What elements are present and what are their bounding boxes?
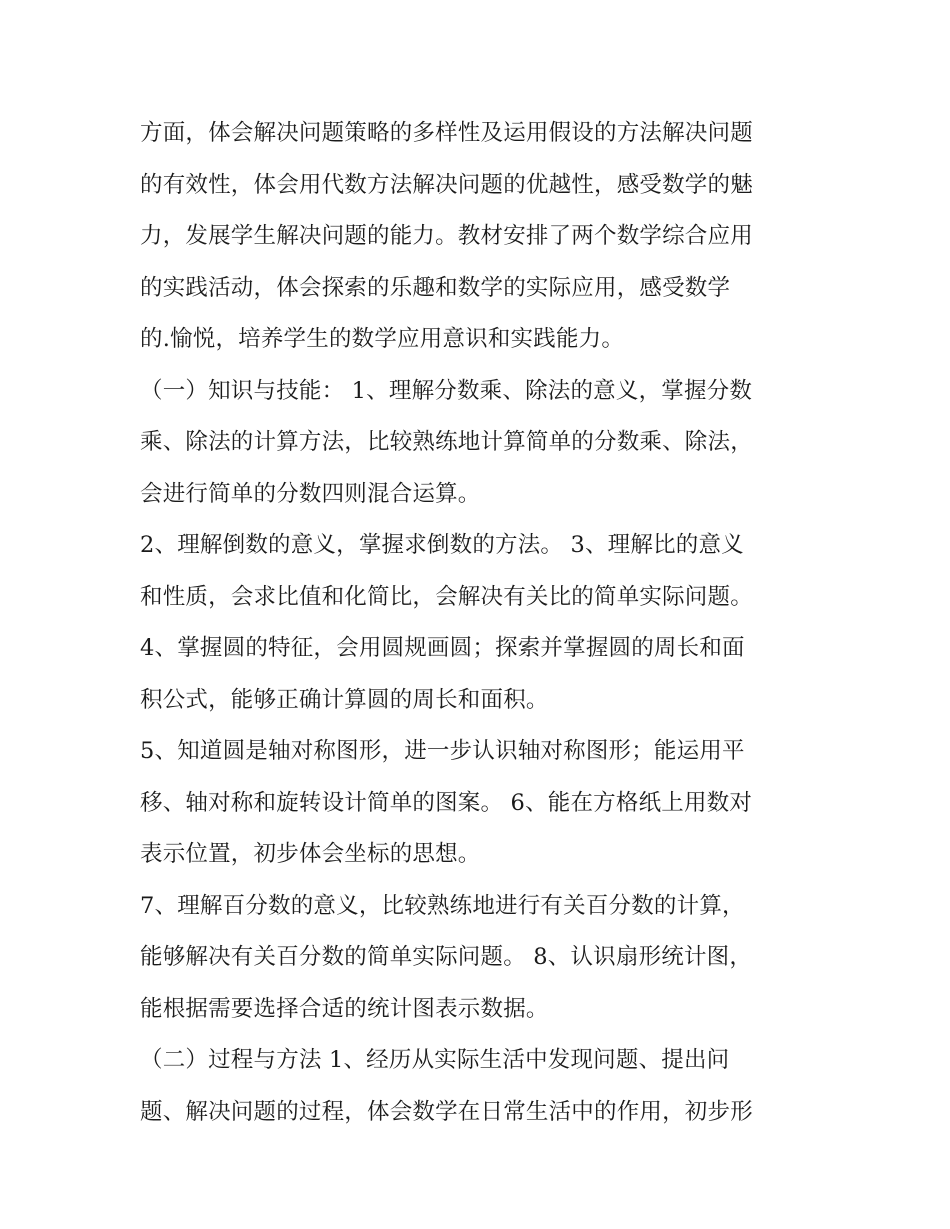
text-line: 表示位置，初步体会坐标的思想。: [140, 841, 481, 867]
text-line: 力，发展学生解决问题的能力。教材安排了两个数学综合应用: [140, 223, 753, 249]
text-line: 的.愉悦，培养学生的数学应用意识和实践能力。: [140, 326, 625, 352]
text-line: 2、理解倒数的意义，掌握求倒数的方法。 3、理解比的意义: [140, 532, 744, 558]
text-line: 会进行简单的分数四则混合运算。: [140, 480, 481, 507]
text-line: 能够解决有关百分数的简单实际问题。 8、认识扇形统计图，: [140, 944, 753, 970]
text-line: 能根据需要选择合适的统计图表示数据。: [140, 995, 549, 1022]
text-line: （一）知识与技能： 1、理解分数乘、除法的意义，掌握分数: [140, 377, 753, 404]
text-line: 的有效性，体会用代数方法解决问题的优越性，感受数学的魅: [140, 171, 753, 198]
text-line: 乘、除法的计算方法，比较熟练地计算简单的分数乘、除法，: [140, 429, 753, 455]
text-line: 4、掌握圆的特征，会用圆规画圆；探索并掌握圆的周长和面: [140, 635, 745, 661]
text-line: 移、轴对称和旋转设计简单的图案。 6、能在方格纸上用数对: [140, 789, 753, 816]
text-line: 和性质，会求比值和化简比，会解决有关比的简单实际问题。: [140, 583, 753, 610]
text-line: 方面，体会解决问题策略的多样性及运用假设的方法解决问题: [140, 120, 753, 146]
text-line: 积公式，能够正确计算圆的周长和面积。: [140, 686, 549, 713]
text-line: 5、知道圆是轴对称图形，进一步认识轴对称图形；能运用平: [140, 738, 745, 764]
text-line: 题、解决问题的过程，体会数学在日常生活中的作用，初步形: [140, 1098, 753, 1125]
document-body: [140, 108, 820, 1138]
text-line: （二）过程与方法 1、经历从实际生活中发现问题、提出问: [140, 1047, 730, 1073]
text-line: 7、理解百分数的意义，比较熟练地进行有关百分数的计算，: [140, 892, 745, 919]
text-line: 的实践活动，体会探索的乐趣和数学的实际应用，感受数学: [140, 274, 731, 301]
